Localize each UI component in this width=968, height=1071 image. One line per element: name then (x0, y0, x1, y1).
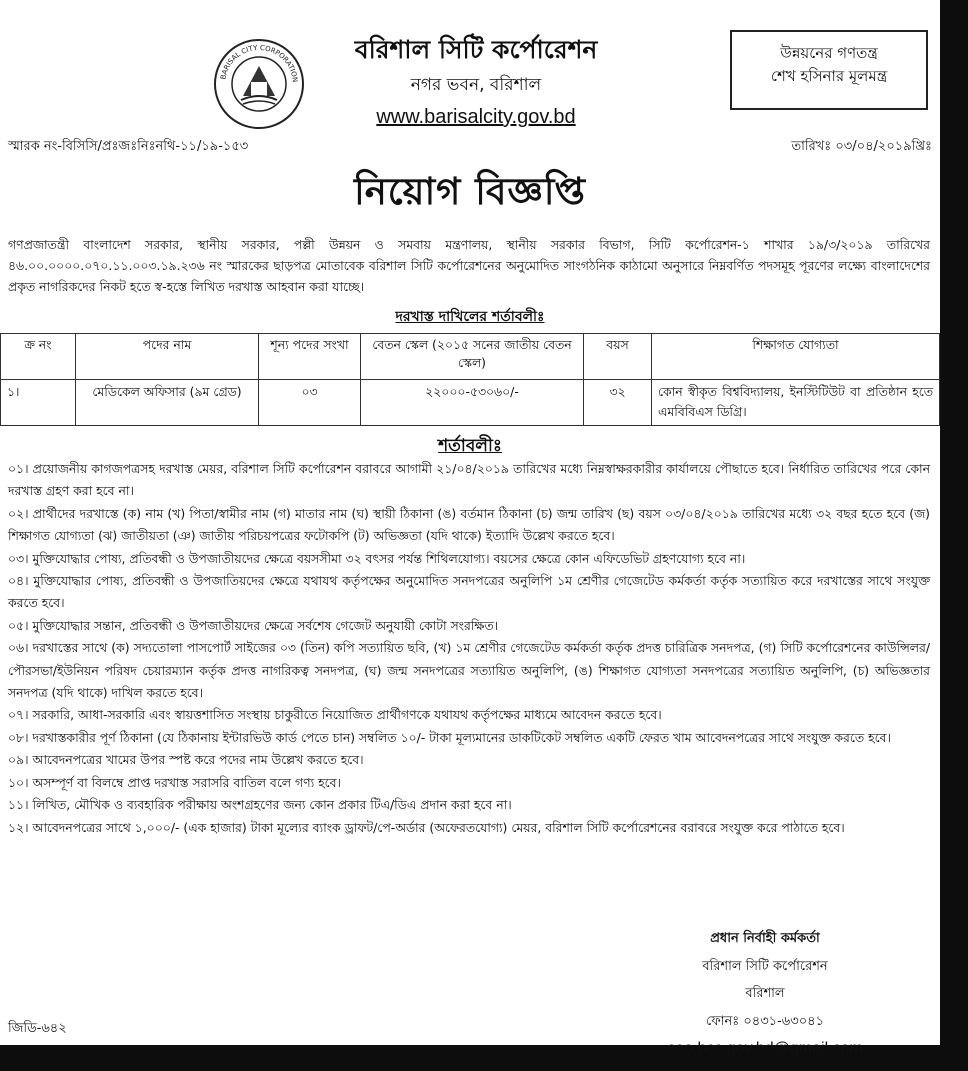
table-row (1, 380, 940, 426)
term-item: ০৯। আবেদনপত্রের খামের উপর স্পষ্ট করে পদের নাম উল্লেখ করতে হবে। (8, 752, 364, 768)
gd-number: জিডি-৬৪২ (8, 1021, 67, 1036)
term-item: ০৬। দরখাস্তের সাথে (ক) সদ্যতোলা পাসপোর্ট সাইজের ০৩ (তিন) কপি সত্যায়িত ছবি, (খ) ১ম শ্রেণীর গেজেটেড কর্মকর্তা কর্তৃক প্রদত্ত চারিত্রিক সনদপত্র, (গ) সিটি কর্পোরেশনের কাউন্সিলর/পৌরসভা/ইউনিয়ন পরিষদ চেয়ারম্যান কর্তৃক প্রদত্ত নাগরিকত্ব সনদপত্র, (ঘ) জন্ম সনদপত্রের সত্যায়িত অনুলিপি, (ঙ) শিক্ষাগত যোগ্যতা সনদপত্রের সত্যায়িত অনুলিপি, (চ) অভিজ্ঞতার সনদপত্র (যদি থাকে) দাখিল করতে হবে। (8, 640, 930, 701)
slogan-line-2: শেখ হসিনার মূলমন্ত্র (770, 67, 888, 86)
cell-post: মেডিকেল অফিসার (৯ম গ্রেড) (76, 380, 259, 426)
term-item: ১০। অসম্পূর্ণ বা বিলম্বে প্রাপ্ত দরখাস্ত সরাসরি বাতিল বলে গণ্য হবে। (8, 774, 341, 790)
cell-vacancies: ০৩ (259, 380, 361, 426)
memo-number: স্মারক নং-বিসিসি/প্রঃজঃনিঃনথি-১১/১৯-১৫৩ (8, 139, 249, 154)
column-header: পদের নাম (76, 334, 259, 380)
term-item: ০৮। দরখাস্তকারীর পূর্ণ ঠিকানা (যে ঠিকানায় ইন্টারভিউ কার্ড পেতে চান) সম্বলিত ১০/- টাকা মূল্যমানের ডাকটিকেট সম্বলিত একটি ফেরত খাম আবেদনপত্রের সাথে সংযুক্ত করতে হবে। (8, 729, 891, 745)
organization-name: বরিশাল সিটি কর্পোরেশন (354, 35, 598, 64)
term-item: ১১। লিখিত, মৌখিক ও ব্যবহারিক পরীক্ষায় অংশগ্রহণের জন্য কোন প্রকার টিএ/ডিএ প্রদান করা হবে না। (8, 797, 512, 813)
term-item: ০৭। সরকারি, আধা-সরকারি এবং স্বায়ত্তশাসিত সংস্থায় চাকুরীতে নিয়োজিত প্রার্থীগণকে যথাযথ কর্তৃপক্ষের মাধ্যমে আবেদন করতে হবে। (8, 707, 662, 723)
notice-title: নিয়োগ বিজ্ঞপ্তি (354, 169, 586, 213)
terms-heading: শর্তাবলীঃ (438, 436, 502, 456)
organization-address: নগর ভবন, বরিশাল (410, 75, 542, 95)
term-item: ০২। প্রার্থীদের দরখাস্তে (ক) নাম (খ) পিতা/স্বামীর নাম (গ) মাতার নাম (ঘ) স্থায়ী ঠিকানা (ঙ) বর্তমান ঠিকানা (চ) জন্ম তারিখ (ছ) বয়স ০৩/০৪/২০১৯ তারিখের মধ্যে ৩২ বছর হতে হবে (জ) শিক্ষাগত যোগ্যতা (ঝ) জাতীয়তা (ঞ) জাতীয় পরিচয়পত্রের ফটোকপি (ট) অভিজ্ঞতা (যদি থাকে) ইত্যাদি উল্লেখ করতে হবে। (8, 505, 930, 544)
column-header: বয়স (584, 334, 652, 380)
terms-list (8, 458, 930, 839)
column-header: বেতন স্কেল (২০১৫ সনের জাতীয় বেতন স্কেল) (361, 334, 584, 380)
city-corporation-seal-icon (213, 38, 305, 130)
signatory-title: প্রধান নির্বাহী কর্মকর্তা (710, 931, 820, 946)
term-item: ০৪। মুক্তিযোদ্ধার পোষ্য, প্রতিবন্ধী ও উপজাতিয়দের ক্ষেত্রে যথাযথ কর্তৃপক্ষের অনুমোদিত সনদপত্রের অনুলিপি ১ম শ্রেণীর গেজেটেড কর্মকর্তা কর্তৃক সত্যায়িত করে দরখাস্তের সাথে সংযুক্ত করতে হবে। (8, 573, 930, 611)
seal-text: BARISAL CITY CORPORATION (219, 43, 300, 83)
slogan-line-1: উন্নয়নের গণতন্ত্র (780, 44, 878, 62)
memo-date: তারিখঃ ০৩/০৪/২০১৯খ্রিঃ (791, 139, 932, 154)
term-item: ০১। প্রয়োজনীয় কাগজপত্রসহ দরখাস্ত মেয়র, বরিশাল সিটি কর্পোরেশন বরাবরে আগামী ২১/০৪/২০১৯ তারিখের মধ্যে নিম্নস্বাক্ষরকারীর কার্যালয়ে পৌছাতে হবে। নির্ধারিত তারিখের পরে কোন দরখাস্ত গ্রহণ করা হবে না। (8, 461, 930, 499)
cell-age: ৩২ (584, 380, 652, 426)
signature-block (660, 925, 870, 1063)
vacancy-table (0, 333, 940, 426)
website-link[interactable]: www.barisalcity.gov.bd (376, 106, 576, 128)
slogan-box (730, 30, 928, 110)
signatory-city: বরিশাল (745, 986, 785, 1001)
term-item: ০৫। মুক্তিযোদ্ধার সন্তান, প্রতিবন্ধী ও উপজাতীয়দের ক্ষেত্রে সর্বশেষ গেজেট অনুযায়ী কোটা সংরক্ষিত। (8, 617, 499, 633)
table-header-row (1, 334, 940, 380)
signatory-organization: বরিশাল সিটি কর্পোরেশন (702, 958, 828, 974)
cell-qualification: কোন স্বীকৃত বিশ্ববিদ্যালয়, ইনস্টিটিউট বা প্রতিষ্ঠান হতে এমবিবিএস ডিগ্রি। (652, 380, 940, 426)
conditions-heading: দরখাস্ত দাখিলের শর্তাবলীঃ (395, 309, 545, 325)
term-item: ১২। আবেদনপত্রের সাথে ১,০০০/- (এক হাজার) টাকা মূল্যের ব্যাংক ড্রাফট/পে-অর্ডার (অফেরতযোগ্য) মেয়র, বরিশাল সিটি কর্পোরেশনের বরাবরে সংযুক্ত করে পাঠাতে হবে। (8, 819, 845, 835)
column-header: ক্র নং (1, 334, 76, 380)
intro-paragraph: গণপ্রজাতন্ত্রী বাংলাদেশ সরকার, স্থানীয় সরকার, পল্লী উন্নয়ন ও সমবায় মন্ত্রণালয়, স্থানীয় সরকার বিভাগ, সিটি কর্পোরেশন-১ শাখার ১৯/৩/২০১৯ তারিখের ৪৬.০০.০০০০.০৭০.১১.০০৩.১৯.২৩৬ নং স্মারকের ছাড়পত্র মোতাবেক বরিশাল সিটি কর্পোরেশনের অনুমোদিত সাংগঠনিক কাঠামো অনুসারে নিম্নবর্ণিত পদসমূহ পূরণের লক্ষ্যে বাংলাদেশের প্রকৃত নাগরিকদের নিকট হতে স্ব-হস্তে লিখিত দরখাস্ত আহবান করা যাচ্ছে। (8, 237, 930, 294)
signatory-email[interactable]: ceo.bcc.gov.bd@gmail.com (667, 1040, 863, 1057)
term-item: ০৩। মুক্তিযোদ্ধার পোষ্য, প্রতিবন্ধী ও উপজাতীয়দের ক্ষেত্রে বয়সসীমা ৩২ বৎসর পর্যন্ত শিথিলযোগ্য। বয়সের ক্ষেত্রে কোন এফিডেভিট গ্রহণযোগ্য হবে না। (8, 550, 746, 566)
signatory-phone: ফোনঃ ০৪৩১-৬৩০৪১ (705, 1013, 825, 1029)
cell-serial: ১। (1, 380, 76, 426)
column-header: শূন্য পদের সংখা (259, 334, 361, 380)
scan-border-right (940, 0, 968, 1071)
cell-pay-scale: ২২০০০-৫৩০৬০/- (361, 380, 584, 426)
column-header: শিক্ষাগত যোগ্যতা (652, 334, 940, 380)
